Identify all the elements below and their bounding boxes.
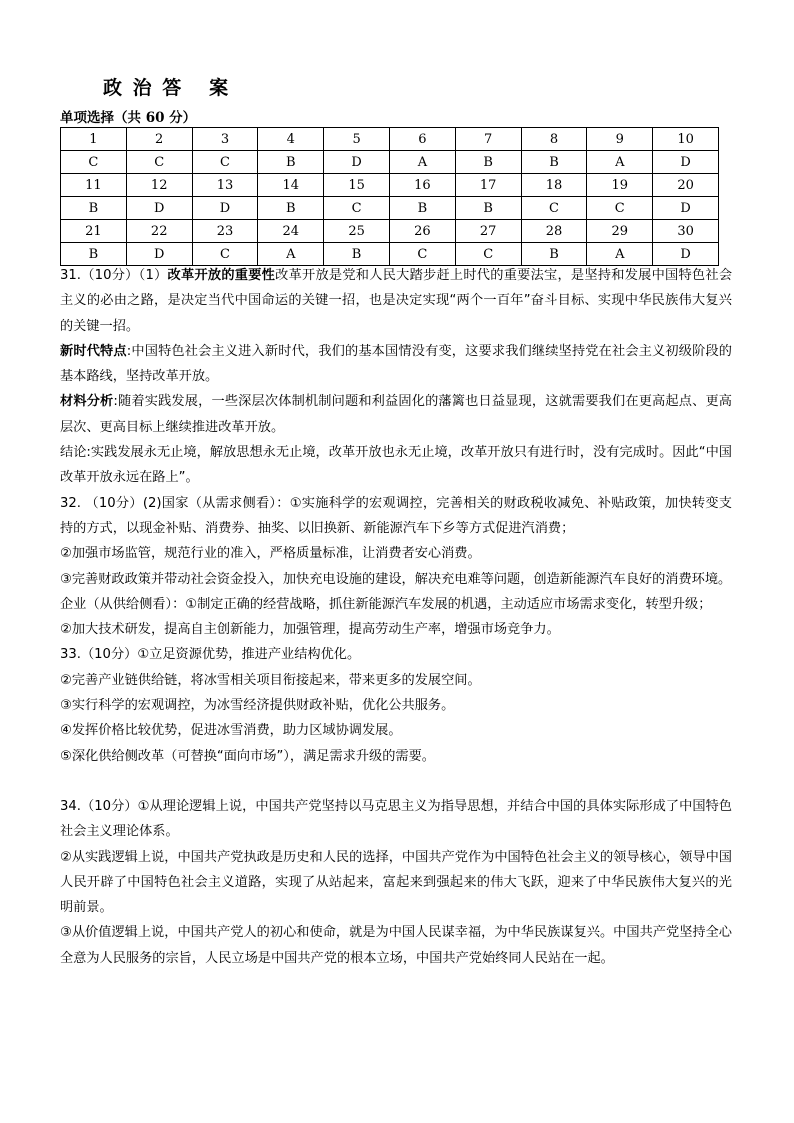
table-cell: 30 xyxy=(653,220,719,243)
q31-conclusion: 结论:实践发展永无止境，解放思想永无止境，改革开放也永无止境，改革开放只有进行时，没有完成时。因此“中国改革开放永远在路上”。 xyxy=(60,445,732,486)
table-cell: D xyxy=(653,197,719,220)
table-cell: B xyxy=(521,151,587,174)
table-cell: 19 xyxy=(587,174,653,197)
q32-paragraph-1: 32. （10分）(2)国家（从需求侧看）：①实施科学的宏观调控，完善相关的财政税收减免、补贴政策，加快转变支持的方式，以现金补贴、消费券、抽奖、以旧换新、新能源汽车下乡等方式促进汽消费； xyxy=(60,495,732,536)
table-cell: 15 xyxy=(324,174,390,197)
table-cell: 2 xyxy=(126,128,192,151)
table-cell: B xyxy=(61,243,127,266)
section-title: 单项选择（共 60 分） xyxy=(60,110,197,126)
q33-paragraph-3: ③实行科学的宏观调控，为冰雪经济提供财政补贴，优化公共服务。 xyxy=(60,698,455,714)
q31-paragraph-3 xyxy=(60,389,732,440)
table-cell: C xyxy=(61,151,127,174)
q31-paragraph-1 xyxy=(60,263,732,339)
table-cell: 1 xyxy=(61,128,127,151)
table-cell: C xyxy=(324,197,390,220)
table-cell: B xyxy=(258,197,324,220)
table-cell: B xyxy=(258,151,324,174)
q31-text-analysis: :随着实践发展，一些深层次体制机制问题和利益固化的藩篱也日益显现，这就需要我们在更高起点、更高层次、更高目标上继续推进改革开放。 xyxy=(60,394,732,435)
q32-paragraph-2: ②加强市场监管，规范行业的准入，严格质量标准，让消费者安心消费。 xyxy=(60,546,481,562)
table-cell: A xyxy=(389,151,455,174)
table-cell: 18 xyxy=(521,174,587,197)
table-row-answers xyxy=(61,151,719,174)
table-cell: C xyxy=(455,243,521,266)
q31-prefix: 31.（10分）（1） xyxy=(60,268,168,283)
table-cell: B xyxy=(521,243,587,266)
table-cell: B xyxy=(61,197,127,220)
q33-paragraph-4: ④发挥价格比较优势，促进冰雪消费，助力区域协调发展。 xyxy=(60,723,402,739)
page-title: 政 治 答 案 xyxy=(103,77,231,99)
table-cell: 27 xyxy=(455,220,521,243)
table-cell: 12 xyxy=(126,174,192,197)
table-cell: 11 xyxy=(61,174,127,197)
table-cell: 24 xyxy=(258,220,324,243)
q31-heading-importance: 改革开放的重要性 xyxy=(167,268,276,283)
q31-text-importance: 改革开放是党和人民大踏步赶上时代的重要法宝，是坚持和发展中国特色社会主义的必由之路，是决定当代中国命运的关键一招，也是决定实现“两个一百年”奋斗目标、实现中华民族伟大复兴的关键一招。 xyxy=(60,268,733,334)
q33-paragraph-1: 33.（10分）①立足资源优势，推进产业结构优化。 xyxy=(60,647,361,663)
q33-paragraph-5: ⑤深化供给侧改革（可替换“面向市场”），满足需求升级的需要。 xyxy=(60,748,435,764)
q32-paragraph-4: 企业（从供给侧看）：①制定正确的经营战略，抓住新能源汽车发展的机遇，主动适应市场需求变化，转型升级； xyxy=(60,596,712,612)
table-cell: B xyxy=(455,197,521,220)
q31-heading-new-era: 新时代特点 xyxy=(60,343,127,359)
table-cell: B xyxy=(455,151,521,174)
table-cell: D xyxy=(192,197,258,220)
table-cell: 21 xyxy=(61,220,127,243)
q31-text-new-era: :中国特色社会主义进入新时代，我们的基本国情没有变，这要求我们继续坚持党在社会主义初级阶段的基本路线，坚持改革开放。 xyxy=(60,343,732,385)
table-cell: 9 xyxy=(587,128,653,151)
q34-paragraph-1: 34.（10分）①从理论逻辑上说，中国共产党坚持以马克思主义为指导思想，并结合中国的具体实际形成了中国特色社会主义理论体系。 xyxy=(60,798,732,840)
table-cell: 3 xyxy=(192,128,258,151)
table-cell: C xyxy=(126,151,192,174)
table-cell: C xyxy=(587,197,653,220)
table-cell: 26 xyxy=(389,220,455,243)
paragraph-gap xyxy=(60,769,732,794)
q34-paragraph-2: ②从实践逻辑上说，中国共产党执政是历史和人民的选择，中国共产党作为中国特色社会主义的领导核心，领导中国人民开辟了中国特色社会主义道路，实现了从站起来，富起来到强起来的伟大飞跃，迎来了中华民族伟大复兴的光明前景。 xyxy=(60,849,732,916)
q31-heading-analysis: 材料分析 xyxy=(60,394,114,410)
table-cell: C xyxy=(521,197,587,220)
table-cell: 14 xyxy=(258,174,324,197)
q34-paragraph-3: ③从价值逻辑上说，中国共产党人的初心和使命，就是为中国人民谋幸福，为中华民族谋复兴。中国共产党坚持全心全意为人民服务的宗旨，人民立场是中国共产党的根本立场，中国共产党始终同人民站在一起。 xyxy=(60,925,732,966)
q32-paragraph-3: ③完善财政政策并带动社会资金投入，加快充电设施的建设，解决充电难等问题，创造新能源汽车良好的消费环境。 xyxy=(60,571,732,587)
table-cell: 17 xyxy=(455,174,521,197)
table-cell: 25 xyxy=(324,220,390,243)
table-cell: A xyxy=(258,243,324,266)
table-cell: D xyxy=(653,243,719,266)
table-row-numbers xyxy=(61,220,719,243)
q31-paragraph-2 xyxy=(60,339,732,390)
table-cell: 22 xyxy=(126,220,192,243)
answer-body-text xyxy=(60,263,732,971)
table-cell: 10 xyxy=(653,128,719,151)
table-cell: D xyxy=(324,151,390,174)
table-row-numbers xyxy=(61,174,719,197)
q33-paragraph-2: ②完善产业链供给链，将冰雪相关项目衔接起来，带来更多的发展空间。 xyxy=(60,672,481,688)
table-cell: D xyxy=(126,243,192,266)
table-cell: D xyxy=(126,197,192,220)
table-cell: 5 xyxy=(324,128,390,151)
table-cell: 20 xyxy=(653,174,719,197)
table-cell: B xyxy=(324,243,390,266)
table-cell: 16 xyxy=(389,174,455,197)
table-cell: 29 xyxy=(587,220,653,243)
table-cell: 28 xyxy=(521,220,587,243)
table-cell: 7 xyxy=(455,128,521,151)
table-cell: 4 xyxy=(258,128,324,151)
table-cell: D xyxy=(653,151,719,174)
table-cell: A xyxy=(587,151,653,174)
table-cell: 8 xyxy=(521,128,587,151)
table-row-answers xyxy=(61,197,719,220)
table-cell: 23 xyxy=(192,220,258,243)
table-cell: C xyxy=(192,151,258,174)
table-cell: C xyxy=(389,243,455,266)
q32-paragraph-5: ②加大技术研发，提高自主创新能力，加强管理，提高劳动生产率，增强市场竞争力。 xyxy=(60,622,560,638)
table-cell: B xyxy=(389,197,455,220)
answer-table xyxy=(60,127,719,266)
table-cell: A xyxy=(587,243,653,266)
table-cell: 13 xyxy=(192,174,258,197)
table-cell: C xyxy=(192,243,258,266)
table-cell: 6 xyxy=(389,128,455,151)
table-row-numbers xyxy=(61,128,719,151)
